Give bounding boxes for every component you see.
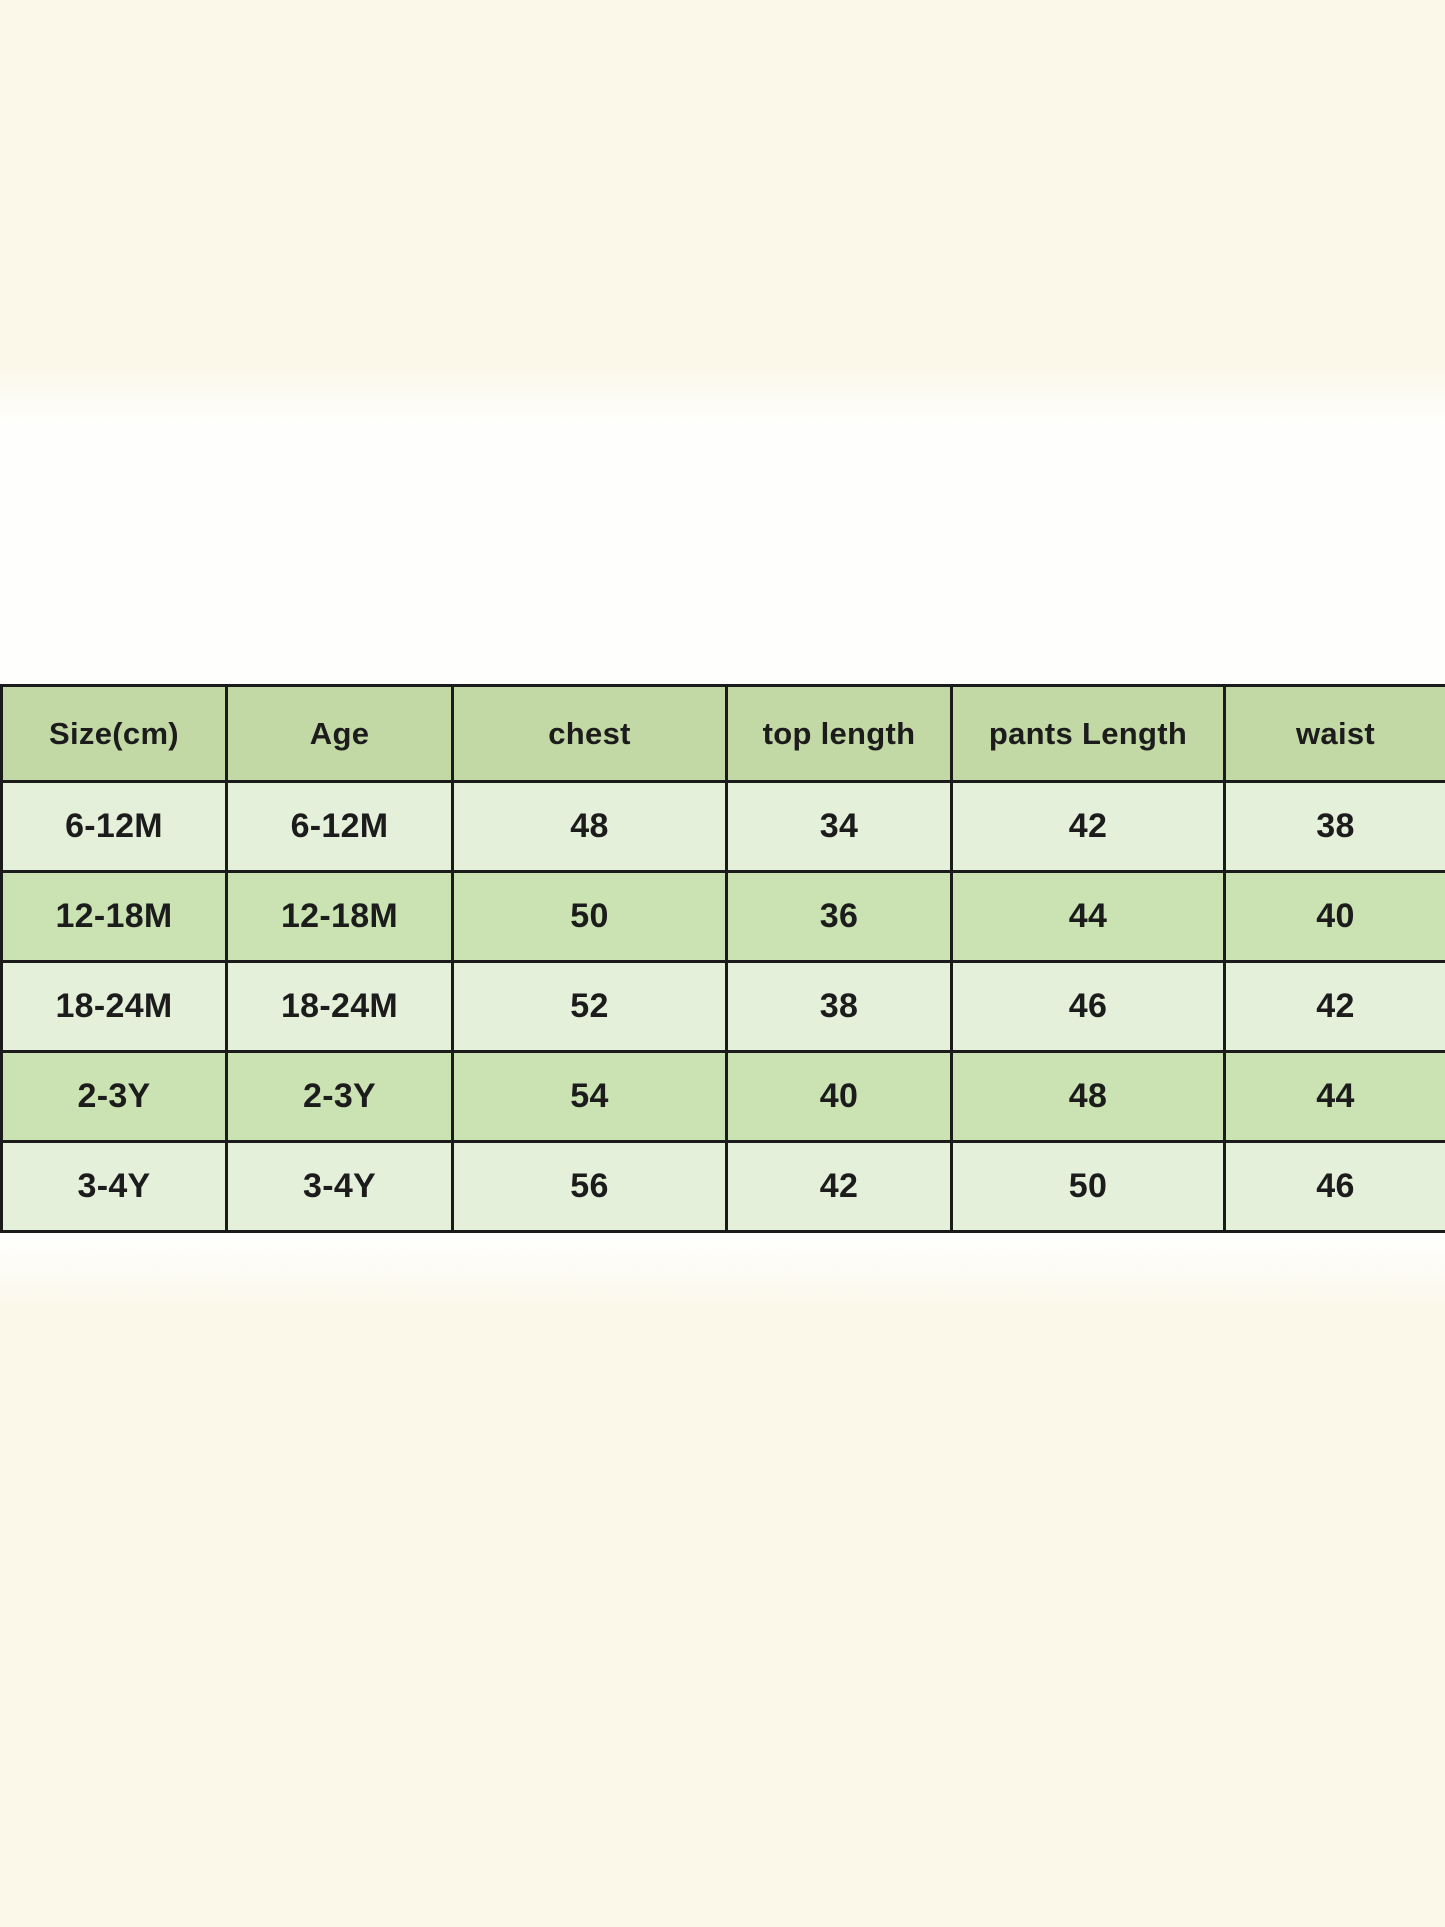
table-cell: 52 <box>453 962 727 1052</box>
table-cell: 34 <box>727 782 952 872</box>
column-header-size-cm: Size(cm) <box>2 686 227 782</box>
table-cell: 42 <box>1225 962 1445 1052</box>
table-header <box>2 686 1445 782</box>
table-cell: 40 <box>727 1052 952 1142</box>
table-cell: 38 <box>727 962 952 1052</box>
table-cell: 6-12M <box>227 782 453 872</box>
table-row <box>2 1142 1445 1232</box>
table-row <box>2 1052 1445 1142</box>
table-cell: 48 <box>952 1052 1225 1142</box>
table-cell: 42 <box>952 782 1225 872</box>
table-row <box>2 872 1445 962</box>
size-chart-table <box>0 684 1445 1233</box>
table-cell: 50 <box>453 872 727 962</box>
table-cell: 2-3Y <box>2 1052 227 1142</box>
table-cell: 12-18M <box>2 872 227 962</box>
table-cell: 46 <box>952 962 1225 1052</box>
table-cell: 50 <box>952 1142 1225 1232</box>
header-row <box>2 686 1445 782</box>
table-cell: 38 <box>1225 782 1445 872</box>
table-row <box>2 782 1445 872</box>
table-cell: 2-3Y <box>227 1052 453 1142</box>
table-cell: 40 <box>1225 872 1445 962</box>
column-header-pants-length: pants Length <box>952 686 1225 782</box>
table-cell: 44 <box>952 872 1225 962</box>
table-cell: 46 <box>1225 1142 1445 1232</box>
table-cell: 12-18M <box>227 872 453 962</box>
table-cell: 36 <box>727 872 952 962</box>
table-cell: 54 <box>453 1052 727 1142</box>
table-row <box>2 962 1445 1052</box>
table-cell: 48 <box>453 782 727 872</box>
table-cell: 18-24M <box>2 962 227 1052</box>
table-cell: 3-4Y <box>227 1142 453 1232</box>
column-header-waist: waist <box>1225 686 1445 782</box>
table-cell: 18-24M <box>227 962 453 1052</box>
table-cell: 44 <box>1225 1052 1445 1142</box>
table-cell: 56 <box>453 1142 727 1232</box>
table-cell: 42 <box>727 1142 952 1232</box>
column-header-age: Age <box>227 686 453 782</box>
column-header-chest: chest <box>453 686 727 782</box>
table-cell: 6-12M <box>2 782 227 872</box>
table-body <box>2 782 1445 1232</box>
table-cell: 3-4Y <box>2 1142 227 1232</box>
column-header-top-length: top length <box>727 686 952 782</box>
